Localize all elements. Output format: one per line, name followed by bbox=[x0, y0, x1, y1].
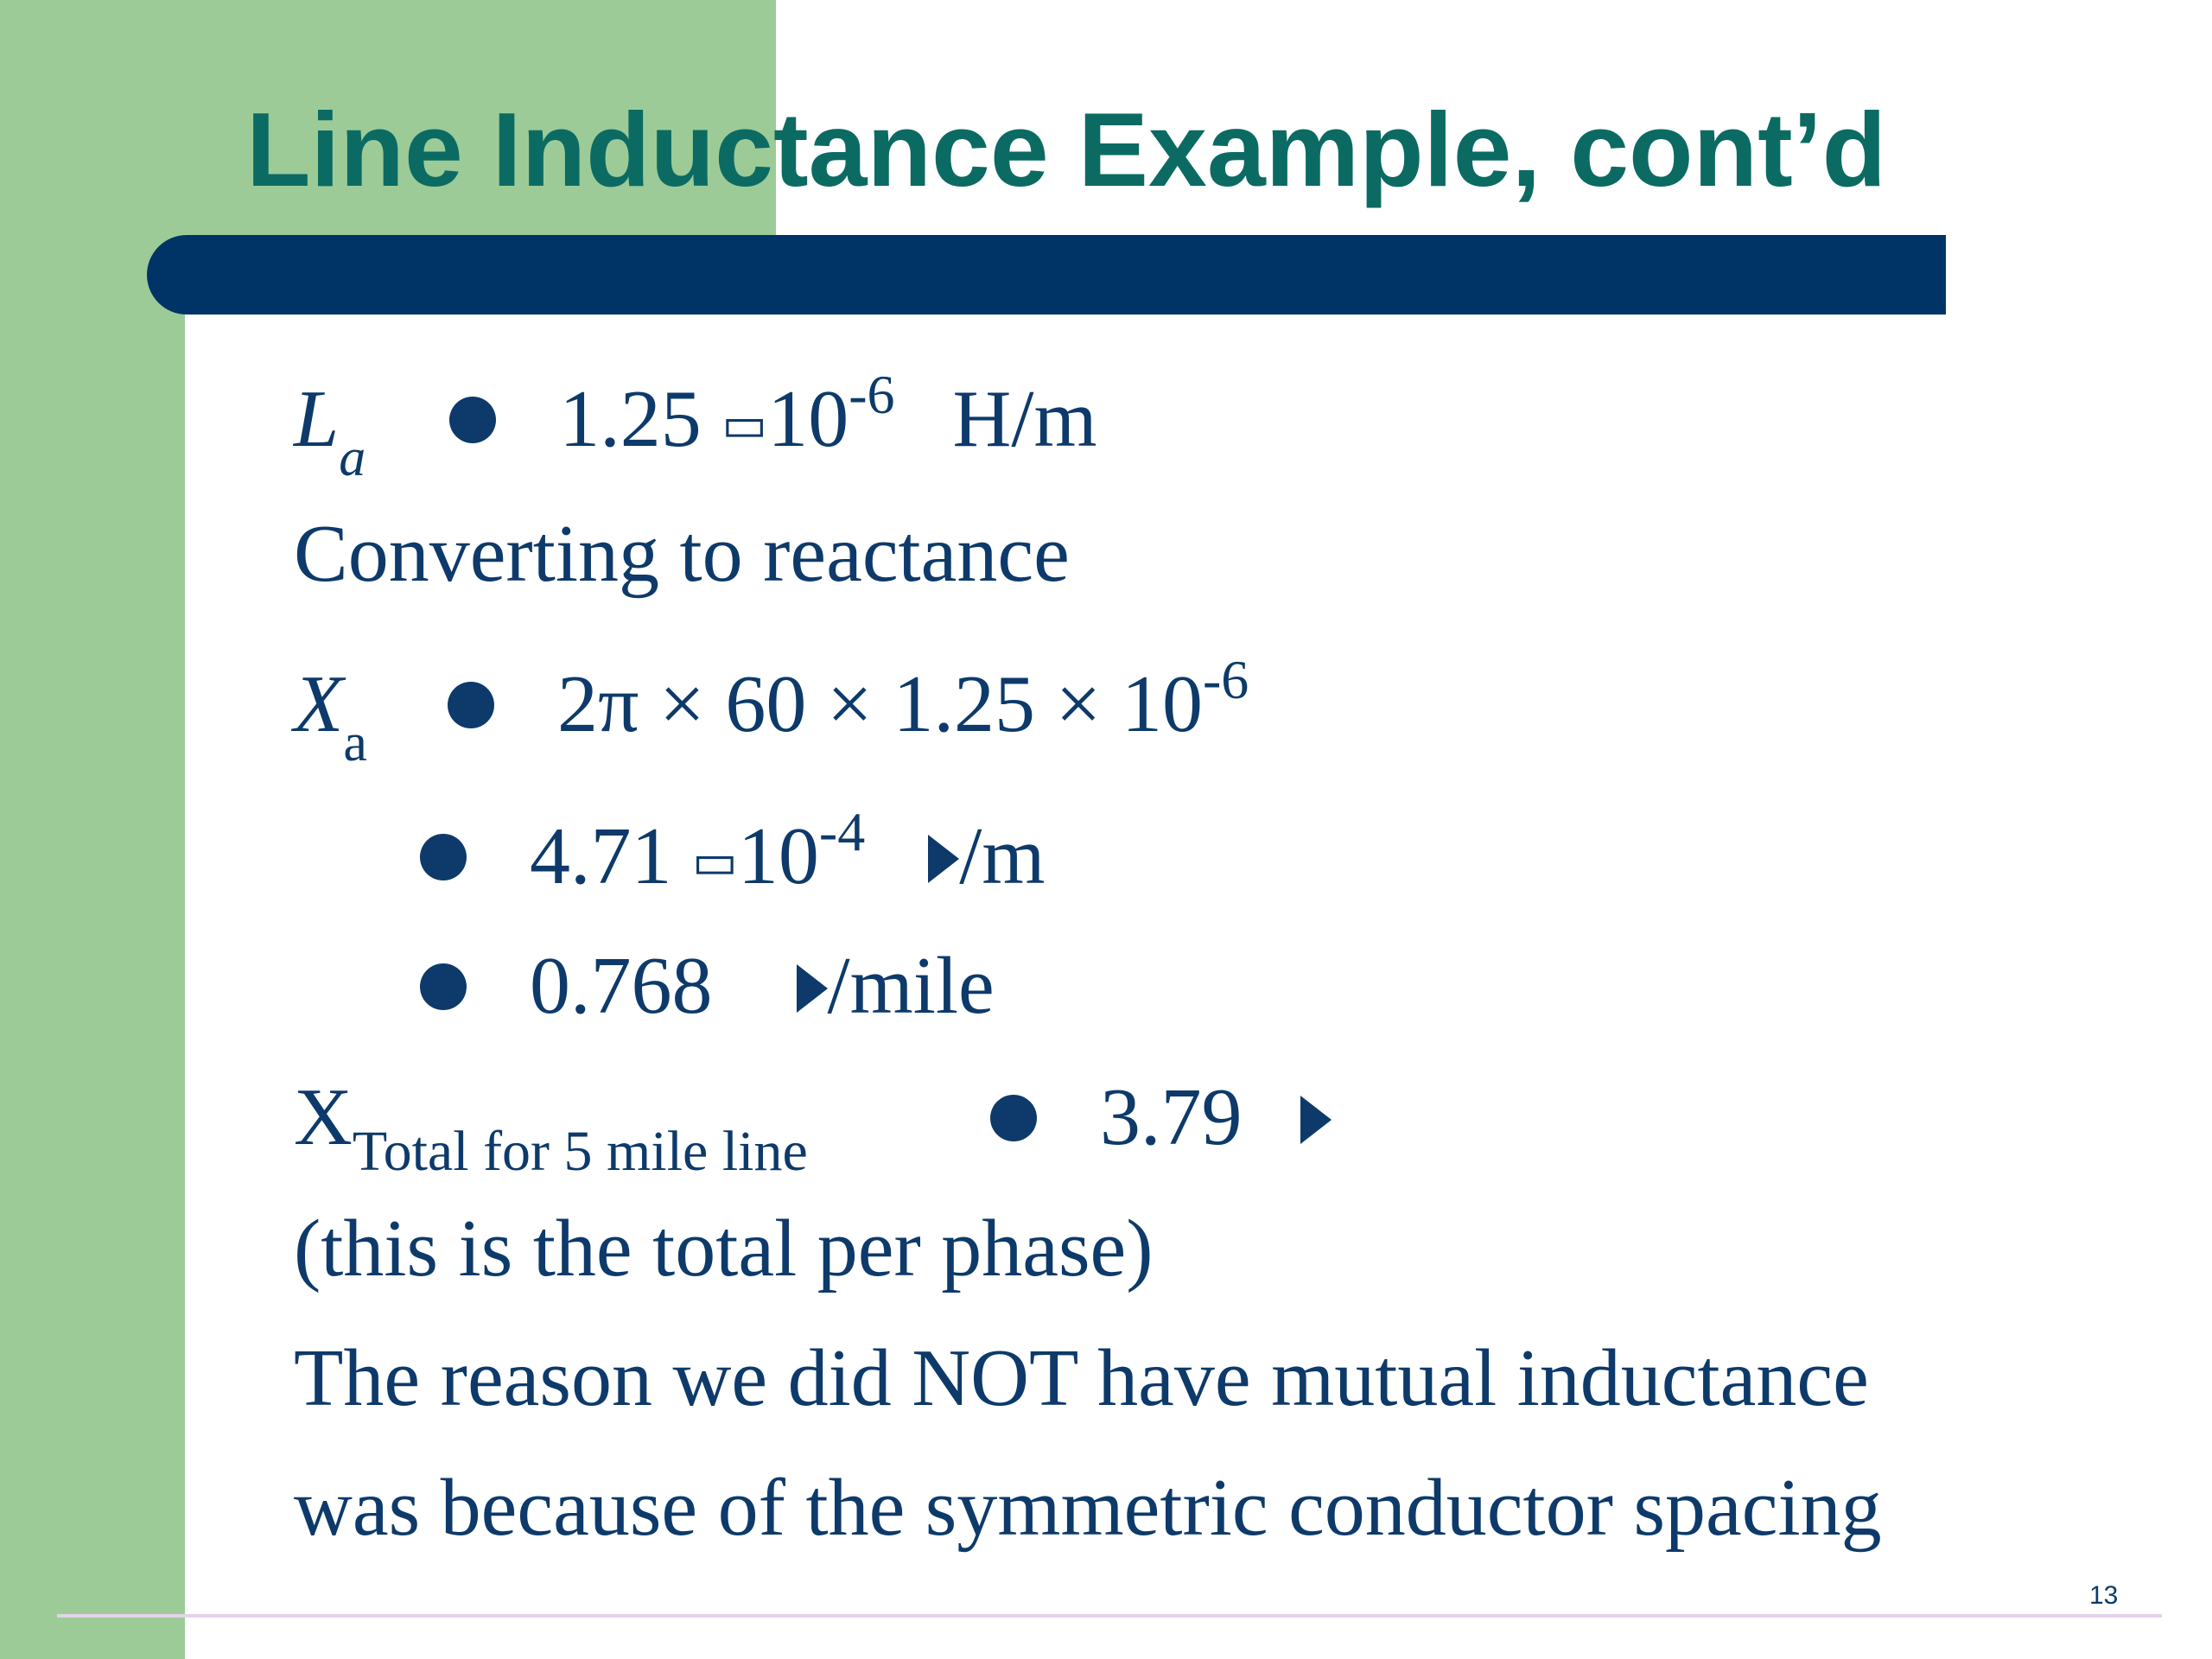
xa-symbol: X bbox=[294, 659, 344, 749]
la-symbol: L bbox=[294, 374, 340, 464]
xa-unit-mile: /mile bbox=[827, 941, 995, 1031]
xa-result-per-meter bbox=[420, 801, 1046, 915]
xtotal-symbol: X bbox=[294, 1072, 353, 1162]
xa-subscript: a bbox=[343, 714, 367, 772]
xa-result-per-mile bbox=[420, 938, 995, 1033]
per-phase-note: (this is the total per phase) bbox=[294, 1204, 1154, 1294]
xtotal-value: 3.79 bbox=[1100, 1072, 1243, 1162]
xtotal-equation bbox=[294, 1070, 808, 1183]
title-underline-bar bbox=[147, 235, 1946, 315]
xa-expression: 2π × 60 × 1.25 × 10 bbox=[556, 659, 1203, 749]
xtotal-result bbox=[990, 1070, 1332, 1165]
ohm-symbol-icon bbox=[1300, 1096, 1332, 1144]
equals-bullet bbox=[420, 834, 467, 880]
equals-bullet bbox=[448, 682, 494, 728]
la-subscript: a bbox=[339, 429, 366, 487]
page-number: 13 bbox=[2089, 1581, 2119, 1610]
times-glyph: ▭ bbox=[692, 834, 738, 890]
reason-line-2: was because of the symmetric conductor spacing bbox=[294, 1463, 1882, 1553]
converting-text: Converting to reactance bbox=[294, 509, 1070, 599]
ohm-symbol-icon bbox=[928, 835, 959, 883]
reason-line-1: The reason we did NOT have mutual inductance bbox=[294, 1333, 1869, 1423]
slide-title: Line Inductance Example, cont’d bbox=[246, 91, 1887, 208]
la-unit: H/m bbox=[952, 374, 1097, 464]
xa-value-m: 4.71 bbox=[530, 811, 672, 901]
equals-bullet bbox=[990, 1095, 1037, 1141]
xa-exponent-m: -4 bbox=[818, 801, 866, 862]
equals-bullet bbox=[420, 963, 467, 1010]
xa-equation bbox=[294, 649, 1249, 772]
xa-value-mile: 0.768 bbox=[530, 941, 713, 1031]
times-glyph: ▭ bbox=[721, 397, 768, 453]
la-value: 1.25 bbox=[559, 374, 702, 464]
la-exponent: -6 bbox=[849, 364, 895, 425]
xa-exponent: -6 bbox=[1202, 649, 1249, 710]
ohm-symbol-icon bbox=[797, 964, 828, 1013]
xtotal-subscript: Total for 5 mile line bbox=[352, 1120, 808, 1183]
xa-unit-m: /m bbox=[959, 811, 1046, 901]
la-equation bbox=[294, 364, 1097, 487]
footer-divider bbox=[57, 1614, 2162, 1618]
equals-bullet bbox=[449, 397, 496, 443]
la-base: 10 bbox=[767, 374, 849, 464]
xa-base-m: 10 bbox=[737, 811, 819, 901]
